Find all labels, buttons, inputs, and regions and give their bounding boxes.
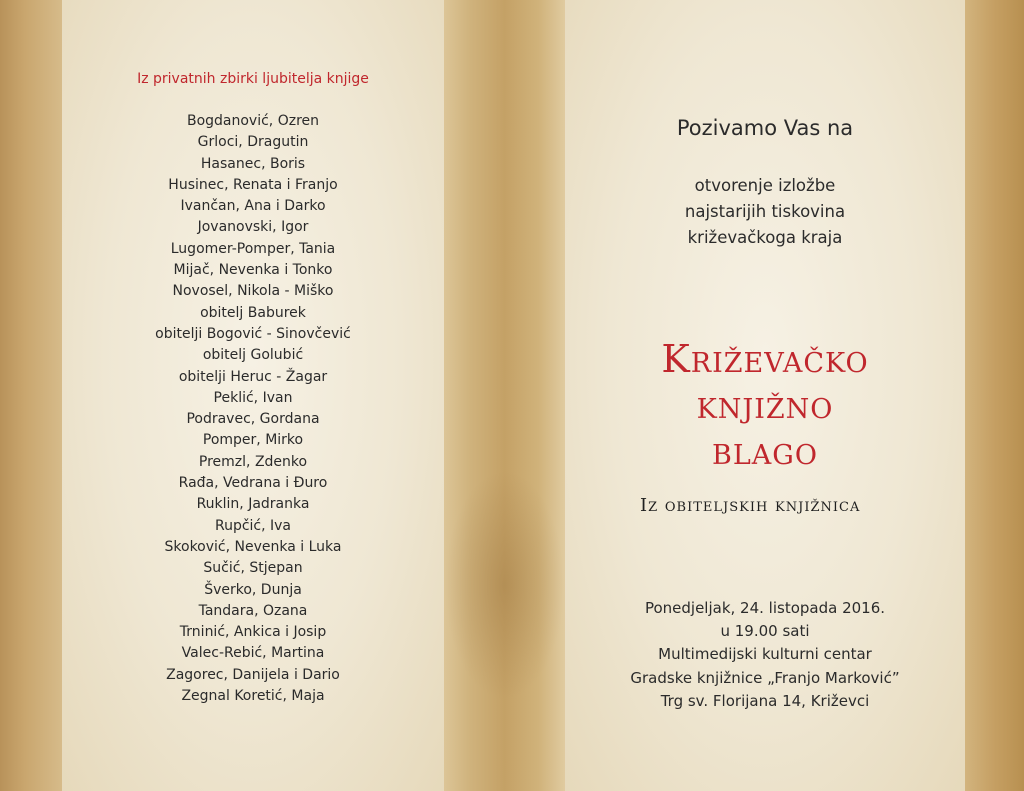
- lender-name: Lugomer-Pomper, Tania: [170, 240, 336, 257]
- lender-name: Peklić, Ivan: [213, 389, 293, 406]
- exhibition-subtitle: Iz obiteljskih knjižnica: [640, 495, 861, 516]
- event-date: Ponedjeljak, 24. listopada 2016.: [644, 599, 886, 617]
- aged-paper-edge-right: [965, 0, 1024, 791]
- lender-name: Rađa, Vedrana i Đuro: [178, 475, 328, 492]
- lender-name: Zegnal Koretić, Maja: [181, 688, 325, 705]
- page-fold-spine: [444, 0, 565, 791]
- collections-heading: Iz privatnih zbirki ljubitelja knjige: [137, 71, 369, 87]
- event-library: Gradske knjižnice „Franjo Marković”: [630, 668, 900, 687]
- title-line: blago: [712, 429, 818, 473]
- lender-name: Rupčić, Iva: [214, 517, 292, 534]
- lender-name: Hasanec, Boris: [200, 155, 306, 172]
- lender-name: Husinec, Renata i Franjo: [168, 176, 338, 193]
- event-address: Trg sv. Florijana 14, Križevci: [660, 691, 870, 710]
- exhibition-line: najstarijih tiskovina: [684, 202, 846, 221]
- lender-name: Trninić, Ankica i Josip: [179, 624, 327, 641]
- lender-name: obitelji Bogović - Sinovčević: [155, 325, 351, 342]
- lender-name: Zagorec, Danijela i Dario: [166, 666, 340, 683]
- lender-name: Bogdanović, Ozren: [186, 113, 320, 129]
- event-time: u 19.00 sati: [720, 622, 810, 641]
- lender-name: obitelj Golubić: [202, 347, 304, 364]
- lender-name: Jovanovski, Igor: [197, 219, 309, 236]
- title-line: Križevačko: [661, 337, 869, 381]
- lender-name: Tandara, Ozana: [198, 602, 308, 619]
- lender-name: Mijač, Nevenka i Tonko: [173, 262, 333, 279]
- lender-name: Skoković, Nevenka i Luka: [164, 538, 342, 555]
- lender-name: Sučić, Stjepan: [203, 560, 303, 577]
- title-line: knjižno: [696, 383, 834, 427]
- event-details: [565, 597, 965, 713]
- lender-name: obitelj Baburek: [200, 304, 306, 321]
- exhibition-line: križevačkoga kraja: [687, 228, 843, 247]
- lender-name: obitelji Heruc - Žagar: [178, 368, 328, 385]
- lender-name: Grloci, Dragutin: [197, 134, 309, 151]
- aged-paper-edge-left: [0, 0, 62, 791]
- invite-heading: Pozivamo Vas na: [676, 116, 854, 140]
- exhibition-description: [565, 173, 965, 251]
- event-venue: Multimedijski kulturni centar: [658, 645, 872, 664]
- lender-name: Valec-Rebić, Martina: [181, 645, 325, 662]
- lender-name: Pomper, Mirko: [202, 432, 304, 449]
- lender-name: Podravec, Gordana: [186, 411, 320, 428]
- lender-name: Šverko, Dunja: [204, 581, 302, 598]
- lender-name: Premzl, Zdenko: [198, 453, 308, 470]
- exhibition-line: otvorenje izložbe: [694, 176, 836, 195]
- lender-name: Ivančan, Ana i Darko: [180, 198, 326, 215]
- exhibition-title: [565, 336, 965, 474]
- lender-name: Ruklin, Jadranka: [196, 496, 310, 513]
- lender-list: [62, 111, 444, 707]
- lender-name: Novosel, Nikola - Miško: [172, 283, 334, 300]
